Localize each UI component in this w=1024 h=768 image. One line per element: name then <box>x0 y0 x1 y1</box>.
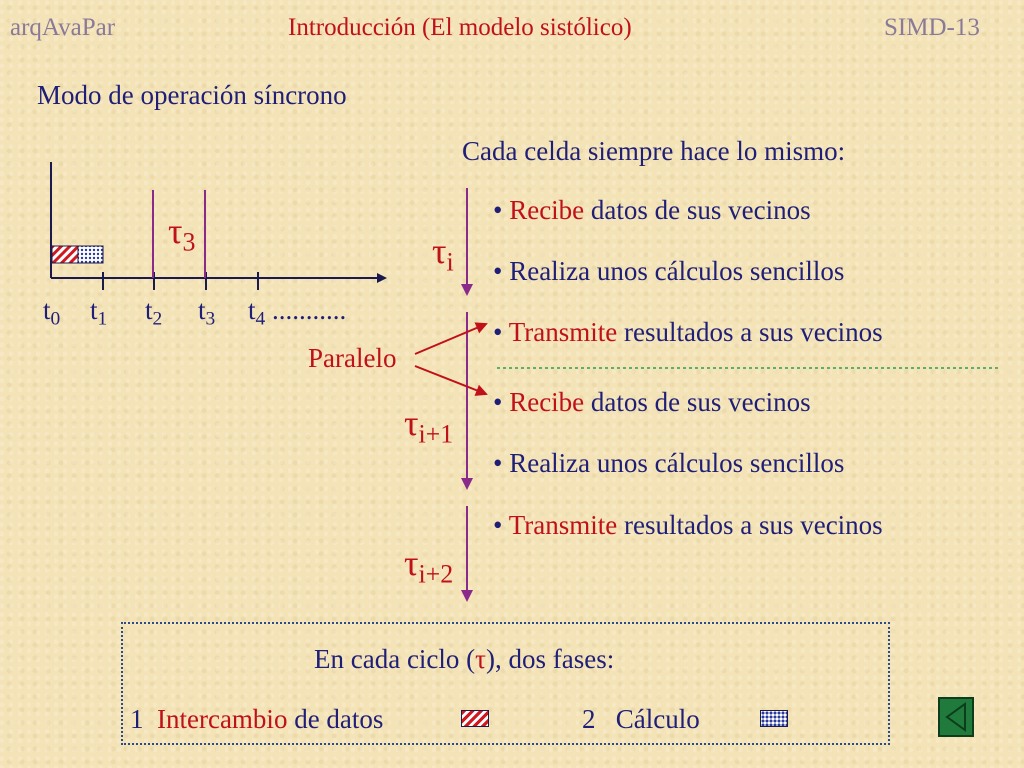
cell-intro-text: Cada celda siempre hace lo mismo: <box>462 136 846 166</box>
tau-i-label: $\tau_i$ <box>432 231 454 277</box>
compute-phase-block <box>78 246 103 263</box>
phase-exchange-label: 1 Intercambio de datos <box>130 704 384 734</box>
exchange-hatch-icon <box>461 710 489 727</box>
back-navigation-button[interactable] <box>938 697 974 737</box>
bullet-transmit-1: • Transmite resultados a sus vecinos <box>493 317 883 347</box>
bullet-compute-1: • Realiza unos cálculos sencillos <box>493 256 845 286</box>
paralelo-label: Paralelo <box>308 343 397 373</box>
compute-dots-icon <box>760 710 788 727</box>
bullet-transmit-2: • Transmite resultados a sus vecinos <box>493 510 883 540</box>
tick-label-t3: $t_3$ <box>198 295 216 330</box>
paralelo-arrow-down <box>415 366 486 394</box>
slide-title: Introducción (El modelo sistólico) <box>288 14 632 41</box>
back-triangle-icon <box>940 699 972 735</box>
slide-subtitle: Modo de operación síncrono <box>37 80 347 110</box>
tick-label-t0: $t_0$ <box>43 295 61 330</box>
bullet-receive-1: • Recibe datos de sus vecinos <box>493 195 811 225</box>
phases-summary-title: En cada ciclo (τ), dos fases: <box>314 644 615 674</box>
tick-label-t2: $t_2$ <box>145 295 163 330</box>
header-course-label: arqAvaPar <box>10 14 116 41</box>
tick-label-t4: $t_4$ ........... <box>248 295 347 330</box>
tau-i1-label: $\tau_{i+1}$ <box>404 403 454 449</box>
phase-compute-label: 2 Cálculo <box>582 704 700 734</box>
bullet-receive-2: • Recibe datos de sus vecinos <box>493 387 811 417</box>
tau-i2-label: $\tau_{i+2}$ <box>404 543 454 589</box>
exchange-phase-block <box>52 246 78 263</box>
slide-number: SIMD-13 <box>884 14 980 41</box>
paralelo-arrow-up <box>415 324 486 354</box>
tau3-label: $\tau_3$ <box>168 211 196 257</box>
bullet-compute-2: • Realiza unos cálculos sencillos <box>493 448 845 478</box>
tick-label-t1: $t_1$ <box>90 295 108 330</box>
